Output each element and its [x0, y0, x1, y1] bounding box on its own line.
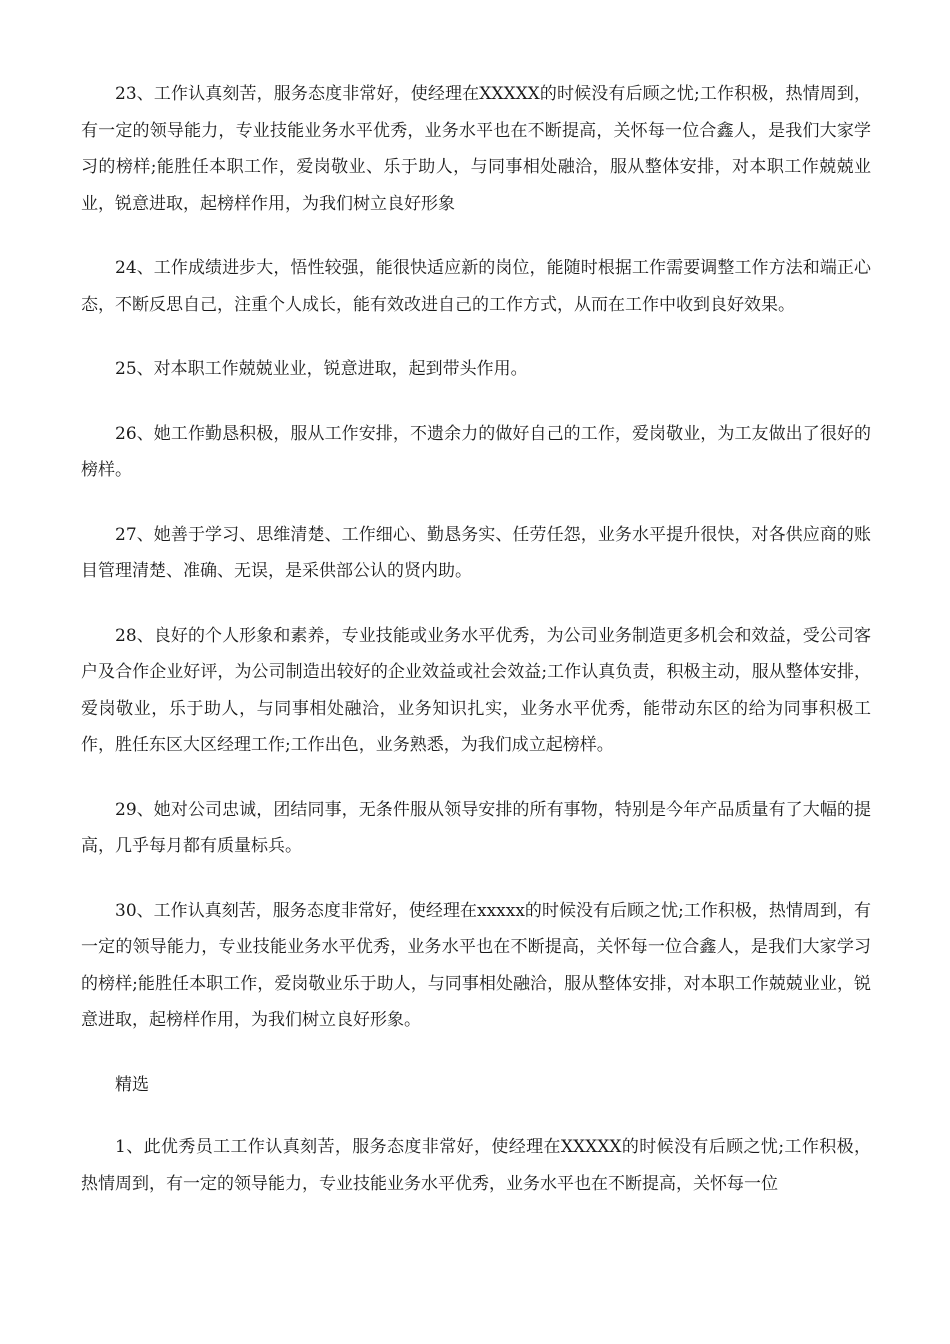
paragraph-1: 1、此优秀员工工作认真刻苦，服务态度非常好，使经理在XXXXX的时候没有后顾之忧;工作积极，热情周到，有一定的领导能力，专业技能业务水平优秀，业务水平也在不断提高，关怀每一位	[81, 1137, 871, 1194]
paragraph-28: 28、良好的个人形象和素养，专业技能或业务水平优秀，为公司业务制造更多机会和效益，受公司客户及合作企业好评，为公司制造出较好的企业效益或社会效益;工作认真负责，积极主动，服从整体安排，爱岗敬业，乐于助人，与同事相处融洽，业务知识扎实，业务水平优秀，能带动东区的给为同事积极工作，胜任东区大区经理工作;工作出色，业务熟悉，为我们成立起榜样。	[81, 625, 871, 755]
paragraph-29: 29、她对公司忠诚，团结同事，无条件服从领导安排的所有事物，特别是今年产品质量有了大幅的提高，几乎每月都有质量标兵。	[81, 799, 871, 856]
paragraph-30: 30、工作认真刻苦，服务态度非常好，使经理在xxxxx的时候没有后顾之忧;工作积极，热情周到，有一定的领导能力，专业技能业务水平优秀，业务水平也在不断提高，关怀每一位合鑫人，是我们大家学习的榜样;能胜任本职工作，爱岗敬业乐于助人，与同事相处融洽，服从整体安排，对本职工作兢兢业业，锐意进取，起榜样作用，为我们树立良好形象。	[81, 900, 871, 1030]
paragraph-26: 26、她工作勤恳积极，服从工作安排，不遗余力的做好自己的工作，爱岗敬业，为工友做出了很好的榜样。	[81, 423, 871, 480]
paragraph-24: 24、工作成绩进步大，悟性较强，能很快适应新的岗位，能随时根据工作需要调整工作方法和端正心态，不断反思自己，注重个人成长，能有效改进自己的工作方式，从而在工作中收到良好效果。	[81, 258, 871, 315]
section-heading: 精选	[115, 1074, 149, 1095]
paragraph-23: 23、工作认真刻苦，服务态度非常好，使经理在XXXXX的时候没有后顾之忧;工作积极，热情周到，有一定的领导能力，专业技能业务水平优秀，业务水平也在不断提高，关怀每一位合鑫人，是我们大家学习的榜样;能胜任本职工作，爱岗敬业、乐于助人，与同事相处融洽，服从整体安排，对本职工作兢兢业业，锐意进取，起榜样作用，为我们树立良好形象	[81, 84, 871, 214]
document-body	[81, 76, 871, 1230]
paragraph-25: 25、对本职工作兢兢业业，锐意进取，起到带头作用。	[115, 359, 528, 379]
paragraph-27: 27、她善于学习、思维清楚、工作细心、勤恳务实、任劳任怨，业务水平提升很快，对各供应商的账目管理清楚、准确、无误，是采供部公认的贤内助。	[81, 524, 871, 581]
